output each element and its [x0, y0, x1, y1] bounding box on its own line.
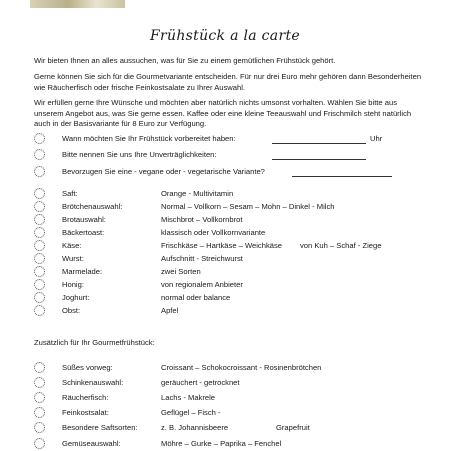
item-value: Normal – Vollkorn – Sesam – Mohn – Dinkel - Milch: [161, 202, 335, 211]
checkbox-bullet[interactable]: [34, 253, 45, 264]
item-value: klassisch oder Vollkornvariante: [161, 228, 266, 237]
item-row-wurst: [34, 254, 434, 266]
item-row-broetchen: [34, 202, 434, 214]
checkbox-bullet[interactable]: [34, 392, 45, 403]
checkbox-bullet[interactable]: [34, 188, 45, 199]
gourmet-row-schinken: [34, 378, 434, 390]
item-row-marmelade: [34, 267, 434, 279]
intro-paragraph-2: Gerne können Sie sich für die Gourmetvariante entscheiden. Für nur drei Euro mehr gehören dann Besonderheiten wie Räucherfisch oder frische Feinkostsalate zu Ihrer Auswahl.: [34, 72, 422, 92]
item-label: Käse:: [62, 241, 82, 250]
item-label: Süßes vorweg:: [62, 363, 113, 372]
question-row-time: [34, 134, 434, 146]
checkbox-bullet[interactable]: [34, 240, 45, 251]
checkbox-bullet[interactable]: [34, 201, 45, 212]
item-value: normal oder balance: [161, 293, 231, 302]
item-value: Mischbrot – Vollkornbrot: [161, 215, 243, 224]
item-value: Aufschnitt - Streichwurst: [161, 254, 243, 263]
item-label: Feinkostsalat:: [62, 408, 109, 417]
item-row-brot: [34, 215, 434, 227]
item-value: Frischkäse – Hartkäse – Weichkäse: [161, 241, 282, 250]
gourmet-row-feinkostsalat: [34, 408, 434, 420]
item-row-honig: [34, 280, 434, 292]
checkbox-bullet[interactable]: [34, 279, 45, 290]
item-label: Brotauswahl:: [62, 215, 106, 224]
item-label: Joghurt:: [62, 293, 90, 302]
checkbox-bullet[interactable]: [34, 377, 45, 388]
item-label: Besondere Saftsorten:: [62, 423, 138, 432]
item-value: Lachs - Makrele: [161, 393, 216, 402]
gourmet-row-suesses: [34, 363, 434, 375]
checkbox-bullet[interactable]: [34, 407, 45, 418]
item-value: Orange - Multivitamin: [161, 189, 234, 198]
checkbox-bullet[interactable]: [34, 305, 45, 316]
checkbox-bullet[interactable]: [34, 133, 45, 144]
checkbox-bullet[interactable]: [34, 214, 45, 225]
item-row-joghurt: [34, 293, 434, 305]
item-label: Honig:: [62, 280, 84, 289]
question-text: Wann möchten Sie Ihr Frühstück vorbereitet haben:: [62, 134, 236, 143]
item-value: Apfel: [161, 306, 179, 315]
page-title: Frühstück a la carte: [150, 28, 300, 44]
item-value: zwei Sorten: [161, 267, 201, 276]
item-row-obst: [34, 306, 434, 318]
gourmet-heading: Zusätzlich für Ihr Gourmetfrühstück:: [34, 338, 155, 347]
item-extra: Grapefruit: [276, 423, 310, 432]
variant-answer-line[interactable]: [292, 176, 392, 177]
checkbox-bullet[interactable]: [34, 166, 45, 177]
checkbox-bullet[interactable]: [34, 362, 45, 373]
item-value: Geflügel – Fisch -: [161, 408, 221, 417]
item-label: Schinkenauswahl:: [62, 378, 124, 387]
question-row-intolerances: [34, 150, 434, 162]
item-row-saft: [34, 189, 434, 201]
item-value: Möhre – Gurke – Paprika – Fenchel: [161, 439, 282, 448]
item-value: von regionalem Anbieter: [161, 280, 243, 289]
item-row-toast: [34, 228, 434, 240]
item-row-kaese: [34, 241, 434, 253]
question-row-variant: [34, 167, 434, 179]
item-label: Marmelade:: [62, 267, 103, 276]
intolerances-answer-line[interactable]: [272, 159, 366, 160]
question-text: Bitte nennen Sie uns Ihre Unverträglichkeiten:: [62, 150, 217, 159]
item-value: geräuchert - getrocknet: [161, 378, 240, 387]
checkbox-bullet[interactable]: [34, 266, 45, 277]
header-image-strip: [30, 0, 125, 8]
item-value: Croissant – Schokocroissant - Rosinenbrötchen: [161, 363, 322, 372]
time-unit: Uhr: [370, 134, 383, 143]
item-label: Saft:: [62, 189, 78, 198]
item-value: z. B. Johannisbeere: [161, 423, 229, 432]
checkbox-bullet[interactable]: [34, 149, 45, 160]
item-label: Gemüseauswahl:: [62, 439, 121, 448]
gourmet-row-gemuese: [34, 439, 434, 451]
gourmet-row-raeucherfisch: [34, 393, 434, 405]
checkbox-bullet[interactable]: [34, 227, 45, 238]
gourmet-row-saftsorten: [34, 423, 434, 435]
item-label: Brötchenauswahl:: [62, 202, 123, 211]
item-extra: von Kuh – Schaf - Ziege: [300, 241, 382, 250]
checkbox-bullet[interactable]: [34, 292, 45, 303]
intro-paragraph-1: Wir bieten Ihnen an alles aussuchen, was für Sie zu einem gemütlichen Frühstück gehört.: [34, 56, 336, 65]
checkbox-bullet[interactable]: [34, 422, 45, 433]
question-text: Bevorzugen Sie eine - vegane oder - vegetarische Variante?: [62, 167, 265, 176]
item-label: Räucherfisch:: [62, 393, 109, 402]
item-label: Bäckertoast:: [62, 228, 105, 237]
item-label: Wurst:: [62, 254, 84, 263]
item-label: Obst:: [62, 306, 81, 315]
time-answer-line[interactable]: [272, 143, 366, 144]
checkbox-bullet[interactable]: [34, 438, 45, 449]
intro-paragraph-3: Wir erfüllen gerne Ihre Wünsche und möchten aber natürlich nichts umsonst vorhalten. Wählen Sie bitte aus unserem Angebot aus, was Sie gerne essen. Kaffee oder eine kleine Teeauswahl und Frischmilch steht natürlich auch in der Basisvariante für 8 Euro zur Verfügung.: [34, 98, 412, 129]
